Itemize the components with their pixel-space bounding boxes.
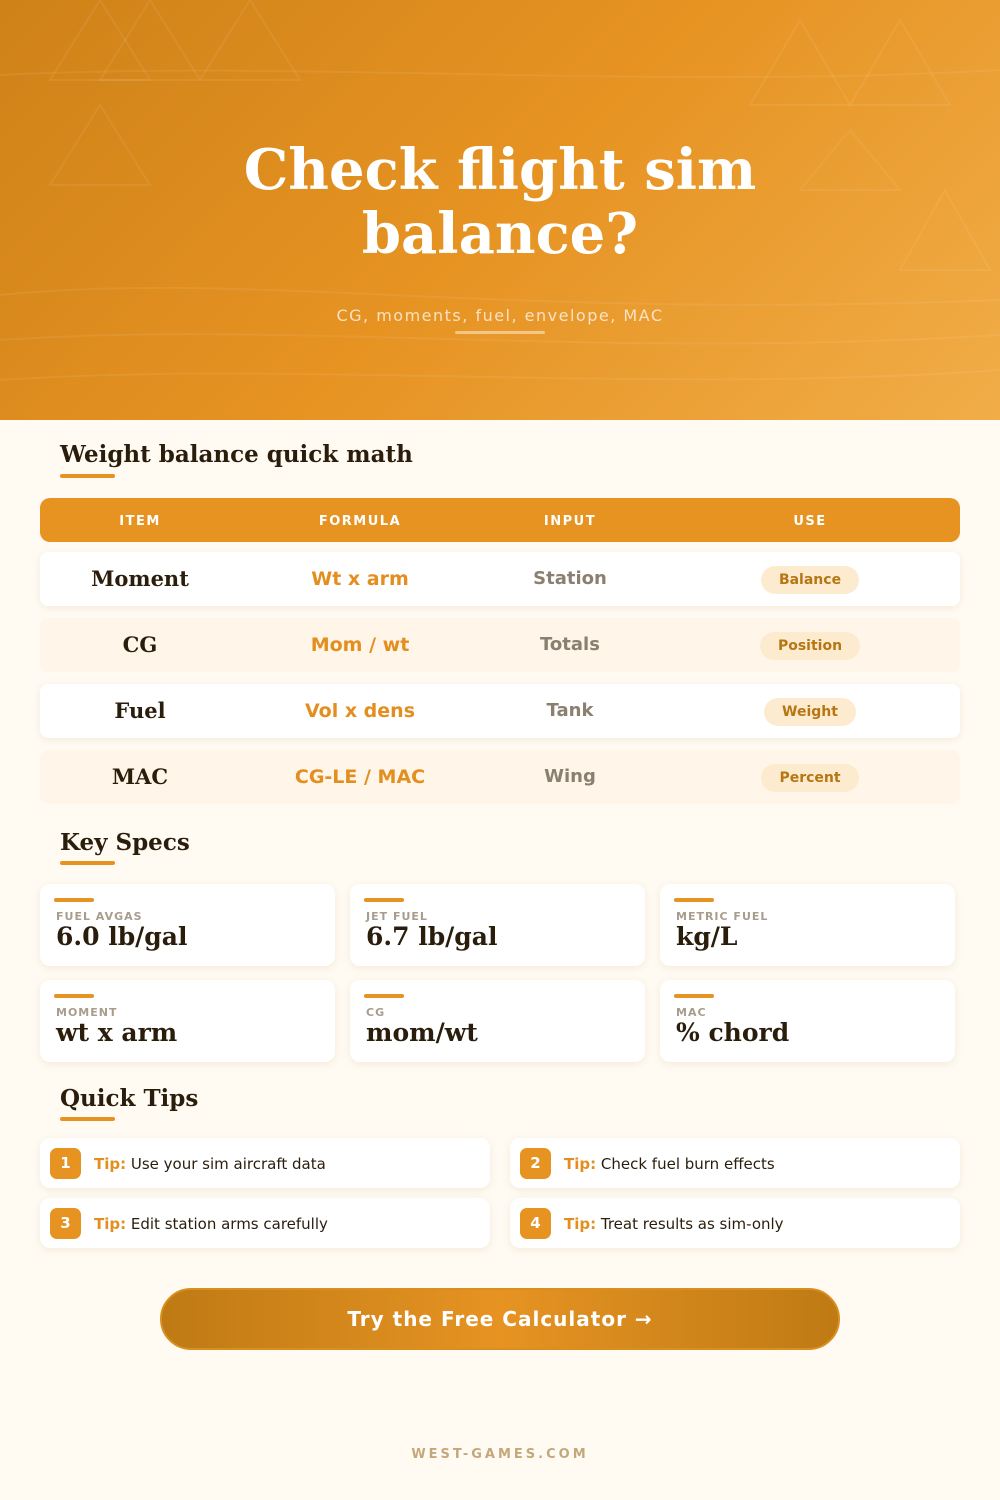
column-header-input: INPUT: [543, 514, 597, 529]
cell-input: Station: [533, 568, 607, 589]
table-header: [40, 498, 960, 542]
spec-label: JET FUEL: [366, 910, 428, 923]
page-subtitle: CG, moments, fuel, envelope, MAC: [336, 306, 664, 325]
section-underline: [60, 861, 115, 865]
spec-card: [660, 884, 955, 966]
use-badge: Position: [760, 632, 860, 660]
spec-label: MAC: [676, 1006, 707, 1019]
spec-value: % chord: [676, 1018, 790, 1047]
spec-card: [40, 884, 335, 966]
card-accent: [54, 994, 94, 998]
tip-text: [564, 1138, 775, 1188]
page-title-line-2: balance?: [361, 201, 639, 267]
spec-label: MOMENT: [56, 1006, 118, 1019]
tip-label: Tip:: [564, 1155, 597, 1173]
tip-item: [40, 1138, 490, 1188]
card-accent: [364, 994, 404, 998]
spec-card: [40, 980, 335, 1062]
tip-body: Check fuel burn effects: [600, 1155, 775, 1173]
tip-number-badge: 4: [520, 1208, 551, 1239]
cell-item: Moment: [91, 566, 189, 591]
cell-formula: Mom / wt: [310, 634, 410, 656]
spec-value: 6.7 lb/gal: [366, 922, 498, 951]
tip-text: [94, 1138, 326, 1188]
specs-section-title: Key Specs: [60, 829, 190, 856]
spec-label: FUEL AVGAS: [56, 910, 143, 923]
page-title: [0, 138, 1000, 266]
column-header-use: USE: [793, 514, 827, 529]
spec-card: [660, 980, 955, 1062]
hero-banner: [0, 0, 1000, 420]
cell-formula: CG-LE / MAC: [294, 766, 426, 788]
spec-card: [350, 884, 645, 966]
cell-item: MAC: [111, 764, 169, 789]
free-calculator-button[interactable]: Try the Free Calculator →: [160, 1288, 840, 1350]
tip-label: Tip:: [564, 1215, 597, 1233]
spec-label: METRIC FUEL: [676, 910, 769, 923]
tip-body: Edit station arms carefully: [130, 1215, 328, 1233]
cell-input: Tank: [546, 700, 594, 721]
cell-use: [710, 552, 910, 606]
table-section-title: Weight balance quick math: [60, 441, 413, 468]
tips-section-title: Quick Tips: [60, 1085, 199, 1112]
card-accent: [364, 898, 404, 902]
table-row: [40, 618, 960, 672]
cell-formula: Vol x dens: [304, 700, 416, 722]
use-badge: Percent: [761, 764, 858, 792]
use-badge: Balance: [761, 566, 859, 594]
card-accent: [54, 898, 94, 902]
spec-card: [350, 980, 645, 1062]
subtitle-underline: [455, 331, 545, 334]
table-row: [40, 684, 960, 738]
spec-value: kg/L: [676, 922, 738, 951]
table-row: [40, 552, 960, 606]
tip-label: Tip:: [94, 1155, 127, 1173]
column-header-formula: FORMULA: [318, 514, 402, 529]
tip-text: [564, 1198, 784, 1248]
spec-value: mom/wt: [366, 1018, 478, 1047]
footer-site-name: WEST-GAMES.COM: [411, 1447, 589, 1462]
tip-number-badge: 1: [50, 1148, 81, 1179]
tip-number-badge: 2: [520, 1148, 551, 1179]
cell-item: Fuel: [114, 698, 166, 723]
tip-item: [510, 1138, 960, 1188]
section-underline: [60, 474, 115, 478]
cell-use: [710, 684, 910, 738]
cell-use: [710, 750, 910, 804]
card-accent: [674, 898, 714, 902]
section-underline: [60, 1117, 115, 1121]
cell-item: CG: [122, 632, 158, 657]
tip-text: [94, 1198, 328, 1248]
use-badge: Weight: [764, 698, 856, 726]
tip-number-badge: 3: [50, 1208, 81, 1239]
tip-label: Tip:: [94, 1215, 127, 1233]
spec-label: CG: [366, 1006, 386, 1019]
tip-body: Treat results as sim-only: [600, 1215, 784, 1233]
spec-value: wt x arm: [56, 1018, 178, 1047]
card-accent: [674, 994, 714, 998]
cell-formula: Wt x arm: [311, 568, 409, 590]
cell-input: Totals: [540, 634, 600, 655]
table-row: [40, 750, 960, 804]
cell-use: [710, 618, 910, 672]
page-title-line-1: Check flight sim: [243, 137, 757, 203]
cell-input: Wing: [544, 766, 596, 787]
tip-item: [40, 1198, 490, 1248]
column-header-item: ITEM: [119, 514, 161, 529]
spec-value: 6.0 lb/gal: [56, 922, 188, 951]
tip-body: Use your sim aircraft data: [130, 1155, 326, 1173]
tip-item: [510, 1198, 960, 1248]
